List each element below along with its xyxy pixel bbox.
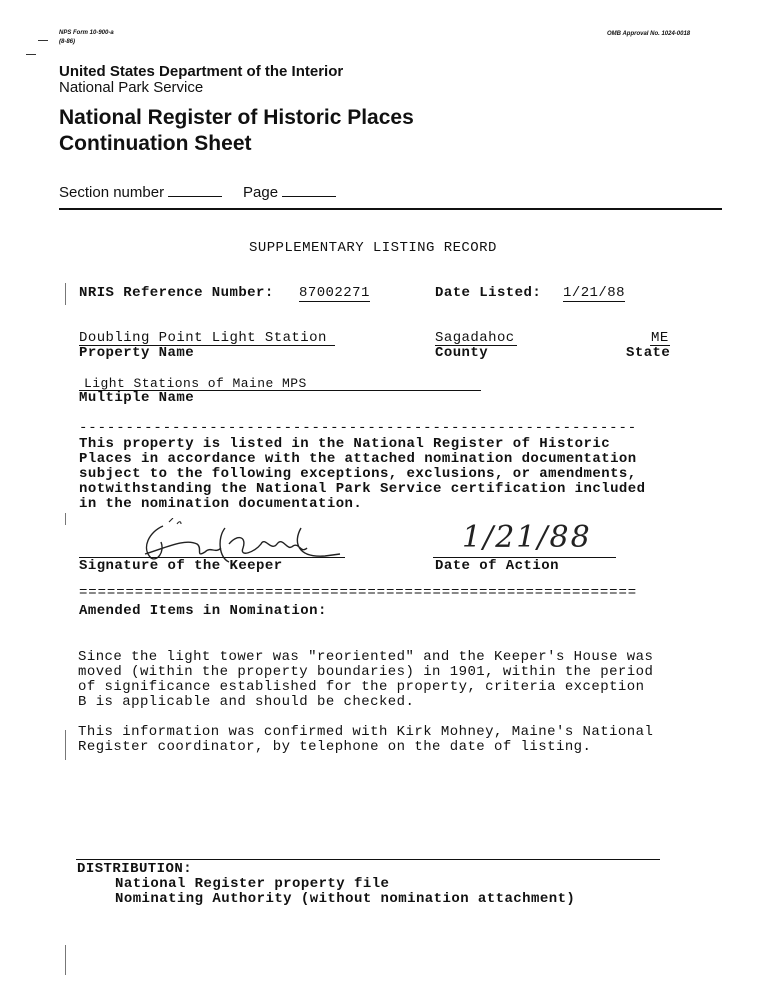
page-label: Page [243, 184, 279, 201]
listing-statement: This property is listed in the National Register of Historic Places in accordance with the attached nomination documentation subject to the following exceptions, exclusions, or amendments, notwithstanding the National Park Service certification included in the nomination documentation. [79, 436, 646, 512]
form-number: NPS Form 10-900-a [59, 30, 114, 36]
property-name-value: Doubling Point Light Station [79, 330, 327, 346]
form-date: (8-86) [59, 39, 76, 45]
record-heading: SUPPLEMENTARY LISTING RECORD [249, 240, 497, 256]
dash-rule: ------------------------------------------------------------ [79, 420, 638, 436]
equals-rule: ============================================================ [79, 585, 638, 601]
distribution-divider [76, 859, 660, 860]
distribution-heading: DISTRIBUTION: [77, 861, 193, 877]
date-listed-value: 1/21/88 [563, 285, 625, 301]
amended-paragraph-2: This information was confirmed with Kirk Mohney, Maine's National Register coordinator, by telephone on the date of listing. [78, 724, 654, 755]
handwritten-date: 1/21/88 [462, 520, 592, 555]
property-name-label: Property Name [79, 345, 195, 361]
multiple-name-value: Light Stations of Maine MPS [84, 376, 307, 391]
state-label: State [626, 345, 671, 361]
multiple-name-label: Multiple Name [79, 390, 195, 406]
page-subtitle: Continuation Sheet [59, 132, 252, 155]
header-divider [59, 208, 722, 210]
corner-mark [26, 54, 36, 55]
distribution-item: National Register property file [115, 876, 390, 892]
omb-number: OMB Approval No. 1024-0018 [607, 31, 691, 37]
county-value: Sagadahoc [435, 330, 515, 346]
corner-mark [38, 40, 48, 41]
date-action-label: Date of Action [435, 558, 559, 574]
margin-mark [65, 945, 66, 975]
county-label: County [435, 345, 489, 361]
service-name: National Park Service [59, 79, 204, 96]
amended-heading: Amended Items in Nomination: [79, 603, 327, 619]
signature-label: Signature of the Keeper [79, 558, 283, 574]
nris-label: NRIS Reference Number: [79, 285, 274, 301]
date-listed-label: Date Listed: [435, 285, 542, 301]
state-value: ME [651, 330, 669, 346]
page-field [243, 182, 336, 201]
amended-paragraph-1: Since the light tower was "reoriented" and the Keeper's House was moved (within the property boundaries) in 1901, within the period of significance established for the property, criteria exception B is applicable and should be checked. [78, 649, 654, 710]
department-name: United States Department of the Interior [59, 63, 344, 80]
section-number-label: Section number [59, 184, 165, 201]
section-number-field [59, 182, 222, 201]
distribution-item: Nominating Authority (without nomination attachment) [115, 891, 576, 907]
page-title: National Register of Historic Places [59, 106, 414, 129]
nris-value: 87002271 [299, 285, 370, 301]
margin-mark [65, 283, 66, 305]
margin-mark [65, 513, 66, 525]
page-blank [282, 182, 336, 197]
margin-mark [65, 730, 66, 760]
section-number-blank [168, 182, 222, 197]
